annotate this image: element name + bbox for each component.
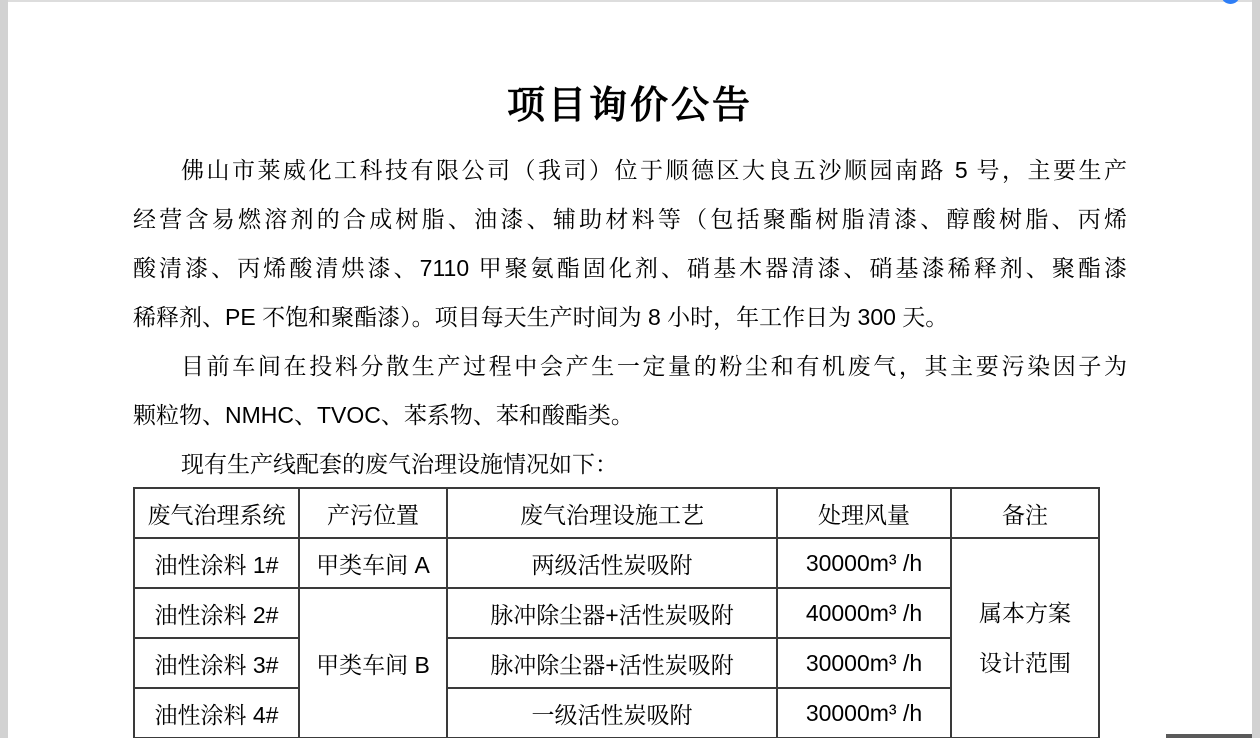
- cell-location-merged: 甲类车间 B: [299, 588, 447, 738]
- paragraph-line: 稀释剂、PE 不饱和聚酯漆）。项目每天生产时间为 8 小时，年工作日为 300 天。: [133, 304, 949, 330]
- cell-process: 一级活性炭吸附: [447, 688, 777, 738]
- cell-process: 脉冲除尘器+活性炭吸附: [447, 588, 777, 638]
- header-system: 废气治理系统: [134, 488, 299, 538]
- cell-airflow: 40000m³ /h: [777, 588, 951, 638]
- paragraph-line: 经营含易燃溶剂的合成树脂、油漆、辅助材料等（包括聚酯树脂清漆、醇酸树脂、丙烯: [133, 206, 1127, 232]
- remark-line-1: 属本方案: [979, 600, 1071, 626]
- remark-line-2: 设计范围: [979, 650, 1071, 676]
- cell-location: 甲类车间 A: [299, 538, 447, 588]
- bottom-right-panel-edge: [1166, 734, 1252, 738]
- cell-system: 油性涂料 4#: [134, 688, 299, 738]
- right-margin-rail: [1252, 0, 1260, 738]
- cell-process: 两级活性炭吸附: [447, 538, 777, 588]
- cell-remark-merged: [951, 538, 1099, 738]
- paragraph-line: 颗粒物、NMHC、TVOC、苯系物、苯和酸酯类。: [133, 402, 634, 428]
- paragraph-line: 现有生产线配套的废气治理设施情况如下：: [181, 451, 618, 477]
- cell-airflow: 30000m³ /h: [777, 638, 951, 688]
- table-row: [134, 538, 1099, 588]
- waste-gas-table: [133, 487, 1100, 738]
- document-page: [133, 0, 1127, 738]
- header-remark: 备注: [951, 488, 1099, 538]
- page-title: 项目询价公告: [506, 85, 753, 127]
- cell-process: 脉冲除尘器+活性炭吸附: [447, 638, 777, 688]
- left-margin-rail: [0, 0, 8, 738]
- cell-airflow: 30000m³ /h: [777, 688, 951, 738]
- floating-action-button[interactable]: [1221, 0, 1240, 4]
- paragraph-line: 酸清漆、丙烯酸清烘漆、7110 甲聚氨酯固化剂、硝基木器清漆、硝基漆稀释剂、聚酯漆: [133, 255, 1127, 281]
- header-process: 废气治理设施工艺: [447, 488, 777, 538]
- cell-system: 油性涂料 1#: [134, 538, 299, 588]
- paragraph-line: 目前车间在投料分散生产过程中会产生一定量的粉尘和有机废气，其主要污染因子为: [181, 353, 1127, 379]
- header-location: 产污位置: [299, 488, 447, 538]
- cell-system: 油性涂料 2#: [134, 588, 299, 638]
- cell-airflow: 30000m³ /h: [777, 538, 951, 588]
- document-body: [133, 146, 1127, 489]
- table-header-row: [134, 488, 1099, 538]
- cell-system: 油性涂料 3#: [134, 638, 299, 688]
- paragraph-line: 佛山市莱威化工科技有限公司（我司）位于顺德区大良五沙顺园南路 5 号，主要生产: [181, 157, 1127, 183]
- header-airflow: 处理风量: [777, 488, 951, 538]
